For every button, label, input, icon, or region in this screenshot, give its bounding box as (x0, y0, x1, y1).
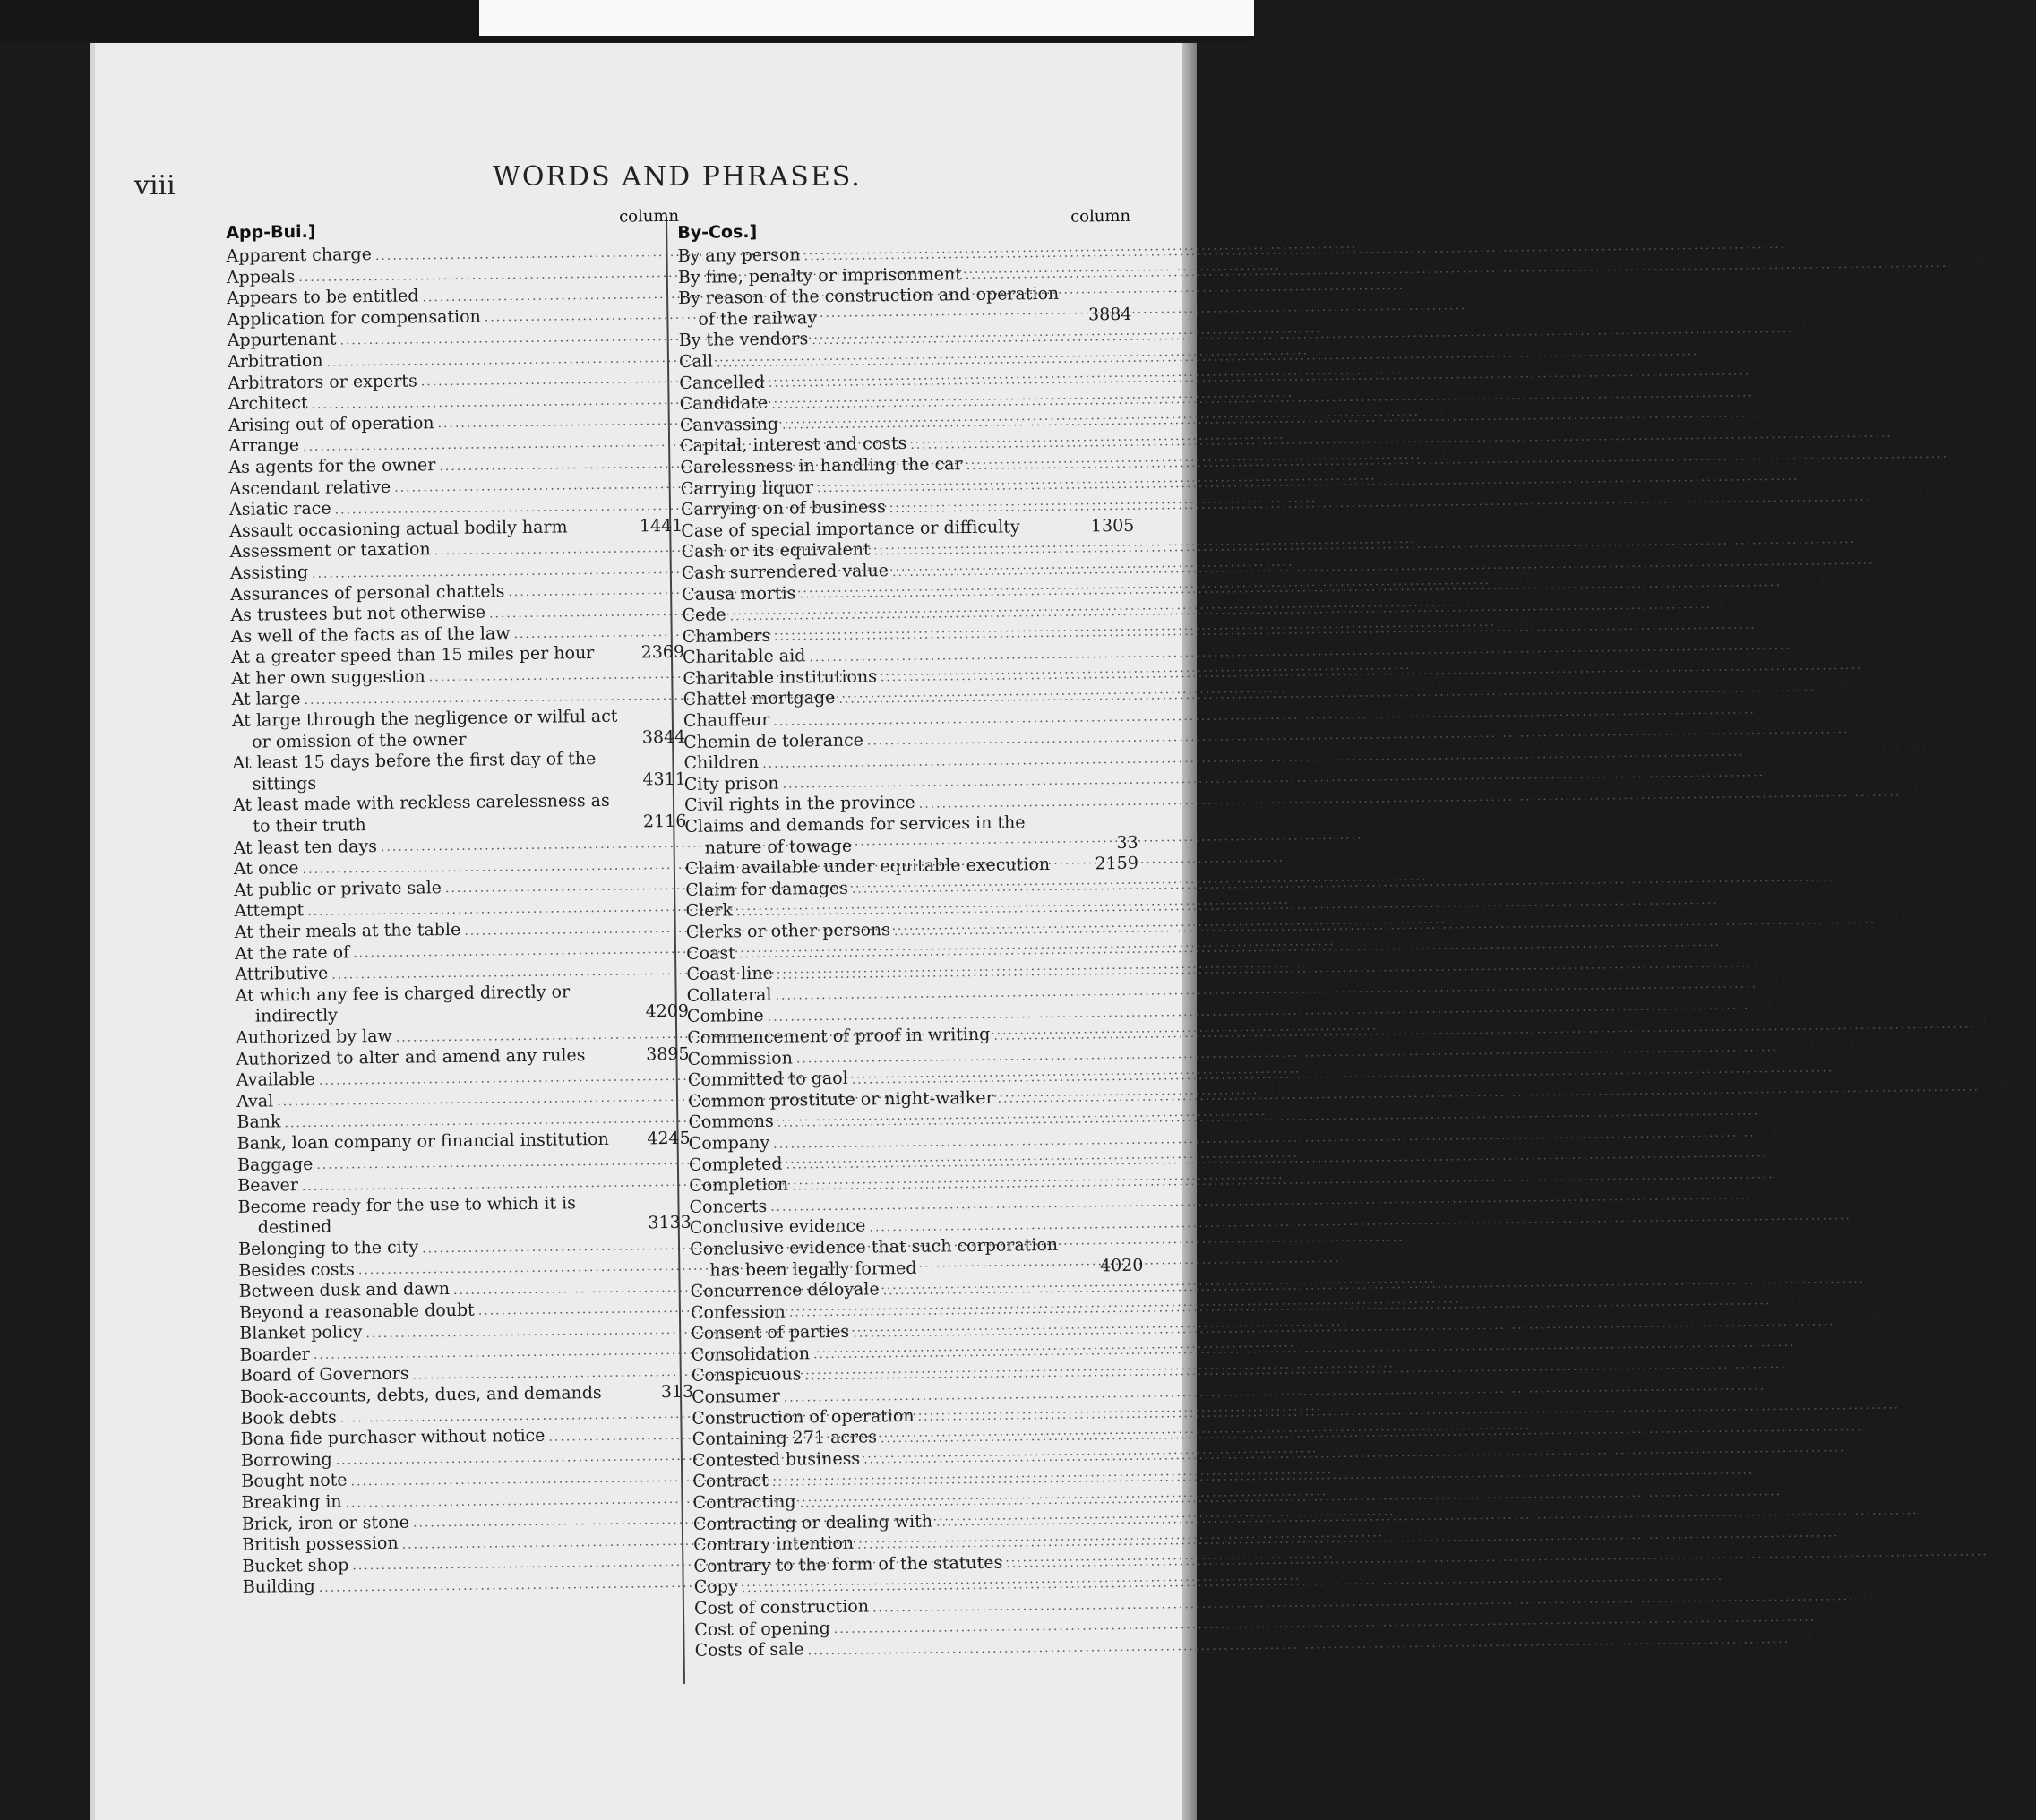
entry-column-number: 4484, 4488 (1797, 315, 1895, 338)
entry-term: Clerks or other persons (685, 920, 891, 942)
entry-column-number: 1753 (1757, 380, 1801, 401)
dot-leader (910, 427, 1893, 450)
entry-term: Arrange (228, 435, 300, 457)
entry-column-number: 4363 (1774, 1289, 1818, 1309)
entry-column-number: 595 (1402, 1499, 1435, 1520)
entry-term: Beyond a reasonable doubt (238, 1300, 475, 1323)
entry-column-number: 4311 (642, 768, 686, 790)
entry-column-number: 4244 (1777, 1162, 1822, 1183)
entry-column-number: 2592 (1449, 906, 1494, 928)
entry-term: Appeals (226, 266, 296, 288)
entry-column-number: 4527 (1921, 1498, 1965, 1519)
entry-term: Commencement of proof in writing (687, 1024, 991, 1048)
entry-term: City prison (683, 773, 779, 794)
dot-leader (919, 786, 1902, 809)
index-entry (236, 981, 690, 1028)
entry-column-number: 2231 (1852, 717, 1896, 738)
entry-term: Assisting (229, 562, 309, 583)
entry-column-number: 4056 (1858, 1584, 1902, 1605)
entry-term: Capital, interest and costs (680, 434, 907, 457)
entry-column-number: 3842, 3847, 3860 (1289, 674, 1442, 697)
entry-term: Bucket shop (242, 1555, 349, 1576)
entry-term: Claim available under equitable execution (684, 854, 1051, 880)
entry-term: Aval (236, 1091, 274, 1112)
entry-column-number: 2444 (1877, 547, 1921, 569)
entry-term: Arbitration (227, 350, 323, 372)
entry-column-number: 3844 (641, 726, 686, 748)
entry-column-number: 2426 (1299, 1331, 1343, 1352)
entry-column-number: 2321 (1784, 570, 1829, 591)
entry-term: Conclusive evidence that such corporation has been legally formed (690, 1234, 1059, 1281)
entry-term: Authorized to alter and amend any rules (236, 1044, 586, 1069)
entry-column-number: 3519 (1784, 1479, 1829, 1500)
entry-column-number: 1434 (1837, 1055, 1881, 1077)
entry-column-number: 946, 951 (1879, 906, 1956, 928)
index-entry (232, 748, 686, 795)
scan-border-top (0, 0, 1254, 41)
entry-term: Call (678, 351, 714, 372)
entry-column-number: 69 (1311, 549, 1334, 571)
entry-term: Cancelled (679, 372, 766, 393)
column-header-left (226, 207, 679, 246)
entry-column-number: 3260 (1849, 1436, 1894, 1456)
dot-leader (872, 1591, 1855, 1613)
dot-leader (867, 724, 1850, 746)
entry-term: Copy (693, 1576, 738, 1598)
entry-column-number: 502 (1764, 972, 1798, 993)
entry-column-number: 3076 (1470, 294, 1514, 314)
entry-column-number: 3245 (1790, 1352, 1834, 1373)
entry-term: Carrying on of business (680, 497, 886, 520)
entry-term: Chemin de tolerance (683, 730, 864, 752)
entry-term: Collateral (686, 984, 772, 1006)
section-range-label: By-Cos.] (677, 221, 758, 243)
entry-term: Building (242, 1576, 315, 1598)
dot-leader (834, 1612, 1817, 1635)
entry-column-number: 590 (1328, 316, 1362, 338)
entry-column-number: 2530 (1769, 1373, 1813, 1395)
entry-column-number: 1570 (1379, 464, 1424, 485)
entry-term: Book-accounts, debts, dues, and demands (240, 1383, 602, 1407)
entry-term: Commission (687, 1048, 794, 1069)
entry-column-number: 2369 (640, 642, 685, 663)
entry-column-number: 4020 (1099, 1255, 1144, 1275)
entry-column-number: 2153 (1269, 1099, 1314, 1120)
entry-column-number: 3741 (1397, 1351, 1442, 1372)
entry-column-number: 256 (1315, 338, 1349, 359)
entry-column-number: 980 (1907, 780, 1941, 801)
entry-term: Asiatic race (228, 498, 331, 520)
entry-column-number: 3884 (1087, 304, 1132, 325)
entry-term: Claims and demands for services in the nature of towage (684, 812, 1026, 858)
dot-leader (869, 1210, 1851, 1232)
entry-term: Charitable aid (682, 646, 806, 668)
entry-column-number: 1067 (1859, 527, 1903, 548)
entry-term: Common prostitute or night-walker (687, 1087, 994, 1112)
entry-term: At least ten days (233, 836, 378, 858)
entry-term: Containing 271 acres (692, 1427, 878, 1450)
entry-term: Committed to gaol (687, 1068, 848, 1091)
entry-column-number: 1409 (1464, 1287, 1508, 1308)
entry-column-number: 1473 (1422, 399, 1467, 421)
entry-column-number: 966 (1899, 421, 1932, 442)
entry-term: At least 15 days before the first day of the sittings (232, 749, 597, 794)
entry-term: Cede (682, 605, 726, 626)
entry-term: As well of the facts as of the law (230, 622, 511, 647)
entry-column-number: 894 (1757, 359, 1791, 380)
entry-column-number: 313 (660, 1381, 694, 1403)
entry-column-number: 2200 (1284, 253, 1328, 275)
entry-term: Children (683, 752, 760, 774)
dot-leader (774, 620, 1757, 642)
entry-term: Claim for damages (685, 878, 849, 900)
entry-column-number: 2903 (1903, 1393, 1947, 1414)
entry-column-number: 379 (1762, 697, 1795, 718)
entry-term: Clerk (685, 900, 734, 922)
entry-term: Company (688, 1132, 770, 1154)
entry-column-number: 1305 (1090, 515, 1135, 537)
entry-column-number: 1156 (1868, 1266, 1912, 1287)
entry-term: Coast line (686, 963, 773, 985)
entry-term: Cost of construction (693, 1596, 870, 1618)
entry-column-number: 1441 (639, 515, 683, 537)
entry-term: Attributive (235, 963, 329, 985)
entry-column-number: 393 (1858, 1203, 1892, 1224)
entry-column-number: 1607 (1319, 485, 1364, 507)
entry-column-number: 1195 (1771, 1141, 1816, 1162)
entry-column-number: 2794 (1330, 1479, 1375, 1500)
entry-term: By any person (677, 245, 801, 266)
entry-column-number: 2444 (1304, 1056, 1348, 1077)
entry-column-number: 3321 (1866, 654, 1910, 674)
entry-term: Canvassing (679, 414, 779, 435)
entry-term: Assessment or taxation (229, 539, 431, 562)
entry-column-number: 70 (1350, 1457, 1373, 1479)
entry-column-number: 3281 (1304, 1564, 1348, 1584)
dot-leader (762, 746, 1745, 768)
page-title: WORDS AND PHRASES. (493, 161, 862, 193)
entry-term: Chambers (682, 625, 771, 647)
entry-term: Ascendant relative (228, 476, 391, 499)
entry-term: At least made with reckless carelessness as to their truth (232, 791, 610, 837)
entry-term: At public or private sale (234, 877, 442, 900)
entry-term: Besides costs (238, 1258, 356, 1281)
entry-term: Boarder (239, 1344, 311, 1365)
entry-term: British possession (242, 1532, 399, 1556)
entry-term: Beaver (237, 1175, 299, 1197)
entry-term: Completed (688, 1154, 783, 1175)
column-label: column (619, 206, 680, 227)
entry-column-number: 758 (1346, 1246, 1380, 1267)
entry-column-number: 3194 (1757, 1458, 1801, 1479)
entry-column-number: 484 (1537, 1413, 1571, 1434)
entry-term: Breaking in (241, 1491, 342, 1513)
dot-leader (770, 1190, 1753, 1213)
entry-column-number: 2567 (1767, 401, 1811, 422)
scan-paper-strip (479, 0, 1254, 36)
column-header-right (677, 207, 1130, 246)
entry-column-number: 523 (1320, 950, 1353, 972)
entry-column-number: 538 (1341, 1542, 1374, 1563)
entry-column-number: 766 (1827, 675, 1861, 696)
entry-term: Book debts (240, 1407, 337, 1429)
entry-term: Blanket policy (239, 1322, 363, 1344)
entry-term: Costs of sale (694, 1639, 804, 1661)
entry-column-number: 2029 (1838, 1309, 1883, 1330)
entry-term: Become ready for the use to which it is destined (237, 1193, 577, 1238)
entry-column-number: 1588 (1763, 1099, 1807, 1120)
entry-column-number: 3922 (1430, 864, 1474, 886)
entry-column-number: 130 (1502, 610, 1536, 631)
entry-column-number: 5 (1376, 1309, 1388, 1330)
entry-column-number: 618 (1305, 1141, 1338, 1162)
entry-column-number: 3187 (1753, 993, 1797, 1014)
entry-term: Confession (690, 1301, 786, 1323)
entry-column-number: 1077 (1424, 442, 1469, 463)
entry-column-number: 984 (1954, 251, 1988, 272)
entry-column-number: 3133 (648, 1213, 692, 1233)
page-folio: viii (134, 170, 176, 202)
entry-term: At their meals at the table (234, 919, 461, 942)
entry-column-number: 4139 (1287, 1163, 1331, 1183)
entry-column-number: 2590 (1802, 464, 1847, 485)
entry-term: As trustees but not otherwise (230, 602, 486, 626)
entry-term: Baggage (236, 1154, 314, 1175)
entry-term: Case of special importance or difficulty (681, 517, 1020, 541)
entry-term: By the vendors (678, 329, 809, 351)
entry-term: Bank, loan company or financial institution (236, 1129, 609, 1154)
entry-term: Assault occasioning actual bodily harm (229, 517, 568, 541)
entry-column-number: 758 (1730, 1564, 1764, 1585)
entry-term: Contracting or dealing with (692, 1511, 933, 1534)
entry-term: Conclusive evidence (689, 1215, 866, 1239)
entry-column-number: 942 (1411, 273, 1445, 295)
entry-term: At the rate of (234, 941, 350, 964)
entry-term: At a greater speed than 15 miles per hour (230, 643, 595, 668)
entry-term: Assurances of personal chattels (230, 580, 505, 605)
entry-column-number: 11 (1774, 613, 1796, 633)
entry-column-number: 4245 (647, 1128, 691, 1149)
entry-term: Civil rights in the province (683, 793, 915, 816)
index-entry (232, 706, 686, 753)
entry-column-number: 1463 (1767, 760, 1812, 782)
entry-term: Contrary intention (693, 1532, 855, 1556)
entry-column-number: 3 (1439, 654, 1451, 674)
dot-leader (775, 979, 1757, 1001)
entry-column-number: 1500 (1338, 929, 1383, 950)
entry-column-number: 3362 (1420, 527, 1464, 548)
entry-column-number: 4603 (1843, 1520, 1887, 1541)
dot-leader (936, 1505, 1919, 1527)
entry-term: Completion (689, 1174, 789, 1197)
entry-term: By reason of the construction and operation of the railway (678, 283, 1060, 330)
entry-term: Concerts (689, 1196, 768, 1217)
entry-column-number: 1592, 1622, 4619, 4620 (1748, 737, 1954, 760)
dot-leader (966, 258, 1948, 280)
entry-column-number: 1588 (1715, 592, 1759, 613)
entry-column-number: 289 (1300, 381, 1334, 401)
entry-column-number: 549, 581 (1782, 1034, 1859, 1056)
entry-column-number: 25 (1813, 1331, 1835, 1352)
entry-term: Coast (685, 942, 735, 964)
entry-term: At her own suggestion (231, 666, 425, 689)
entry-term: Bought note (241, 1470, 348, 1492)
entry-term: Authorized by law (236, 1026, 392, 1048)
entry-column-number: 2159 (1095, 853, 1139, 874)
entry-column-number: 540 (1324, 1437, 1358, 1457)
entry-term: Consolidation (691, 1344, 811, 1365)
entry-term: At which any fee is charged directly or indirectly (235, 982, 571, 1027)
entry-term: Belonging to the city (238, 1237, 419, 1259)
entry-term: Conspicuous (691, 1364, 802, 1386)
entry-column-number: 4375 (1951, 441, 1996, 462)
entry-column-number: 2186 (1793, 1627, 1837, 1648)
entry-column-number: 742 (1384, 1013, 1418, 1034)
entry-term: Available (236, 1069, 315, 1091)
column-label: column (1070, 206, 1131, 227)
entry-term: Contracting (692, 1491, 796, 1513)
entry-term: Appears to be entitled (227, 286, 419, 309)
entry-column-number: 2592 (1789, 232, 1834, 253)
entry-term: Construction of operation (692, 1405, 915, 1429)
entry-term: Borrowing (240, 1449, 332, 1471)
index-entry (233, 790, 687, 837)
entry-column-number: 14, 807 (1875, 484, 1940, 505)
entry-term: Contested business (692, 1448, 861, 1471)
entry-term: Charitable institutions (683, 666, 878, 689)
entry-term: Bank (236, 1112, 281, 1133)
dot-leader (773, 704, 1756, 726)
entry-term: Arbitrators or experts (228, 370, 417, 393)
entry-column-number: 2285 (1361, 231, 1405, 253)
entry-term: Causa mortis (682, 582, 796, 605)
dot-leader (783, 768, 1765, 790)
entry-term: Architect (228, 393, 308, 415)
entry-column-number: 3273 (1794, 633, 1839, 655)
entry-column-number: 4209 (645, 1001, 690, 1022)
entry-term: Contract (692, 1471, 769, 1492)
entry-term: Cost of opening (694, 1618, 830, 1640)
entry-term: Brick, iron or stone (241, 1512, 410, 1534)
index-entry (237, 1191, 692, 1239)
index-entry (678, 283, 1132, 331)
entry-column-number: 888 (1705, 339, 1739, 359)
entry-term: Carelessness in handling the car (680, 454, 963, 477)
entry-term: Application for compensation (227, 306, 481, 330)
entry-column-number: 2360 (1991, 1540, 2036, 1560)
entry-term: Bona fide purchaser without notice (240, 1425, 546, 1450)
entry-term: Arising out of operation (228, 412, 434, 435)
entry-column-number: 2116 (642, 811, 687, 832)
entry-column-number: 34 (1401, 1520, 1424, 1541)
entry-column-number: 1595 (1762, 950, 1806, 972)
entry-term: Cash or its equivalent (681, 539, 871, 562)
entry-column-number: 33 (1116, 832, 1138, 853)
entry-column-number: 510 (1497, 568, 1530, 589)
entry-term: Consumer (692, 1386, 780, 1407)
entry-term: Contrary to the form of the statutes (693, 1552, 1003, 1576)
dot-leader (838, 682, 1821, 705)
entry-column-number: 2360 (1982, 1075, 2027, 1096)
entry-term: At large (231, 689, 301, 710)
entry-column-number: 851, 949 (1722, 888, 1799, 909)
entry-term: By fine, penalty or imprisonment (677, 263, 962, 288)
entry-column-number: 2158 (1837, 865, 1881, 887)
entry-column-number: 263 (1409, 357, 1443, 379)
entry-term: Consent of parties (691, 1322, 850, 1344)
entry-term: Combine (686, 1006, 764, 1027)
entry-term: Cash surrendered value (681, 561, 889, 583)
entry-term: Chauffeur (683, 709, 770, 732)
entry-term: Board of Governors (239, 1364, 409, 1386)
entry-column-number: 3206 (1474, 589, 1518, 611)
entry-column-number: 376 (1442, 1266, 1475, 1287)
dot-leader (808, 1634, 1791, 1656)
entry-column-number: 2532 (1724, 930, 1768, 951)
entry-term: Chattel mortgage (683, 688, 836, 710)
section-range-label: App-Bui.] (226, 221, 316, 243)
entry-column-number: 1881 (1979, 1011, 2023, 1033)
entry-term: Appurtenant (227, 329, 337, 351)
entry-term: At once (233, 858, 299, 880)
entry-column-number: 4256 (1366, 823, 1410, 845)
dot-leader (804, 1359, 1787, 1381)
entry-term: Attempt (234, 900, 305, 922)
entry-term: Concurrence déloyale (690, 1279, 880, 1302)
entry-column-number: 3895 (646, 1043, 690, 1064)
dot-leader (889, 491, 1872, 513)
entry-column-number: 4476 (1866, 1414, 1911, 1436)
entry-column-number: 2153 (1758, 1120, 1803, 1141)
index-entry (684, 811, 1138, 859)
entry-term: Between dusk and dawn (238, 1279, 451, 1302)
entry-column-number: 4137 (1756, 1183, 1800, 1205)
entry-column-number: 465 (1266, 1078, 1299, 1099)
index-entry (690, 1234, 1144, 1282)
entry-column-number: 2251 (1407, 1224, 1452, 1245)
entry-column-number: 1059 (1287, 846, 1332, 866)
entry-term: As agents for the owner (228, 455, 436, 477)
entry-term: Commons (688, 1112, 774, 1133)
entry-column-number: 927 (1328, 1395, 1362, 1415)
entry-column-number: 4 (1318, 888, 1329, 908)
entry-term: Apparent charge (226, 245, 373, 266)
entry-term: Candidate (679, 392, 769, 415)
entry-term: Carrying liquor (680, 476, 814, 499)
entry-column-number: 2245 (1819, 1605, 1863, 1627)
entry-term: At large through the negligence or wilful act or omission of the owner (231, 706, 618, 752)
entry-column-number: 415 (1292, 423, 1325, 443)
